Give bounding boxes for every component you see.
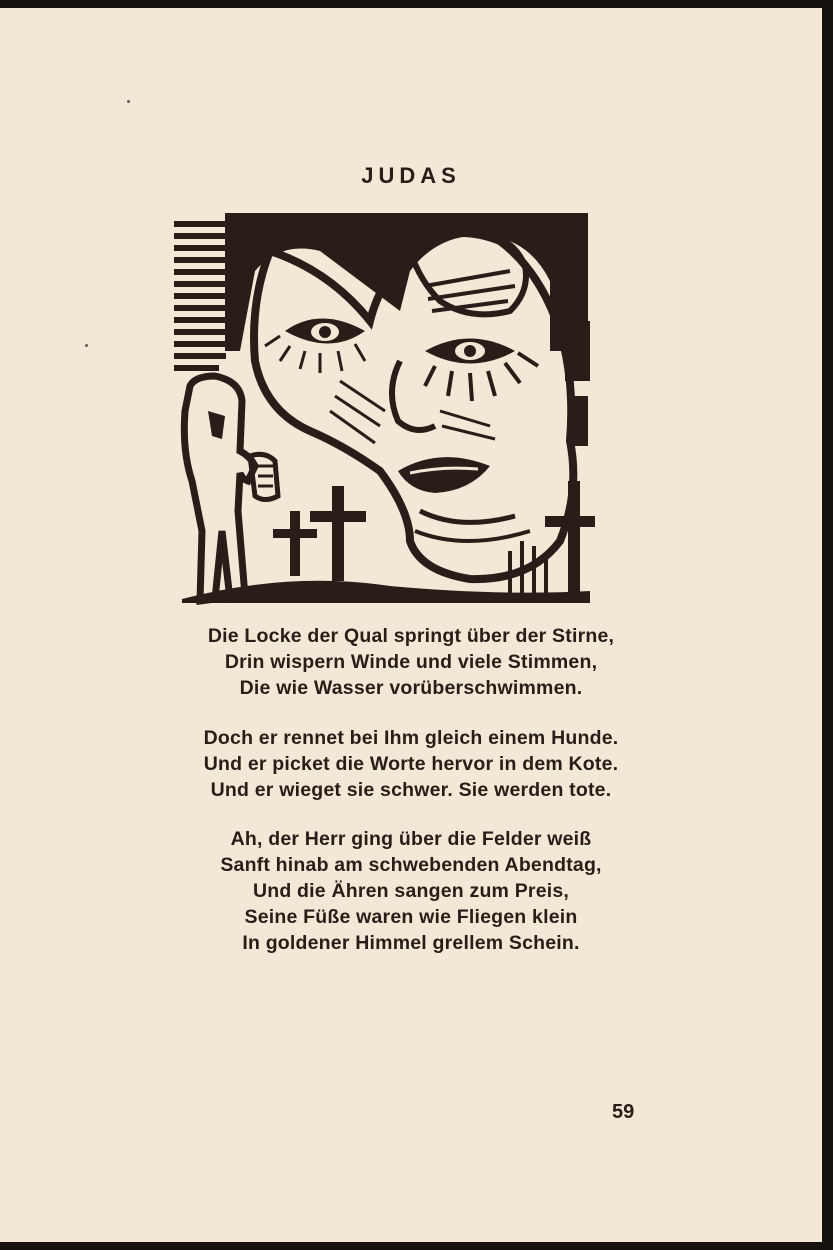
verse-line: Ah, der Herr ging über die Felder weiß: [230, 828, 592, 850]
poem-title: JUDAS: [361, 163, 461, 188]
verse-line: Drin wispern Winde und viele Stimmen,: [224, 651, 598, 673]
verse-line: Sanft hinab am schwebenden Abendtag,: [220, 854, 602, 876]
stanza-3: [0, 826, 822, 956]
verse-line: Die wie Wasser vorüberschwimmen.: [239, 677, 583, 699]
paper-speck: [127, 100, 130, 103]
verse-line: Die Locke der Qual springt über der Stirne,: [207, 625, 615, 647]
verse-line: Doch er rennet bei Ihm gleich einem Hunde.: [203, 727, 619, 749]
book-page: [0, 8, 822, 1242]
verse-line: Und er wieget sie schwer. Sie werden tote.: [210, 779, 612, 801]
verse-line: Und er picket die Worte hervor in dem Kote.: [203, 753, 619, 775]
woodcut-illustration: [170, 211, 595, 606]
stanza-2: [0, 725, 822, 803]
stanza-1: [0, 623, 822, 701]
paper-speck: [85, 344, 88, 347]
verse-line: In goldener Himmel grellem Schein.: [242, 932, 580, 954]
page-number: 59: [612, 1101, 635, 1123]
verse-line: Und die Ähren sangen zum Preis,: [252, 880, 570, 902]
verse-line: Seine Füße waren wie Fliegen klein: [244, 906, 578, 928]
